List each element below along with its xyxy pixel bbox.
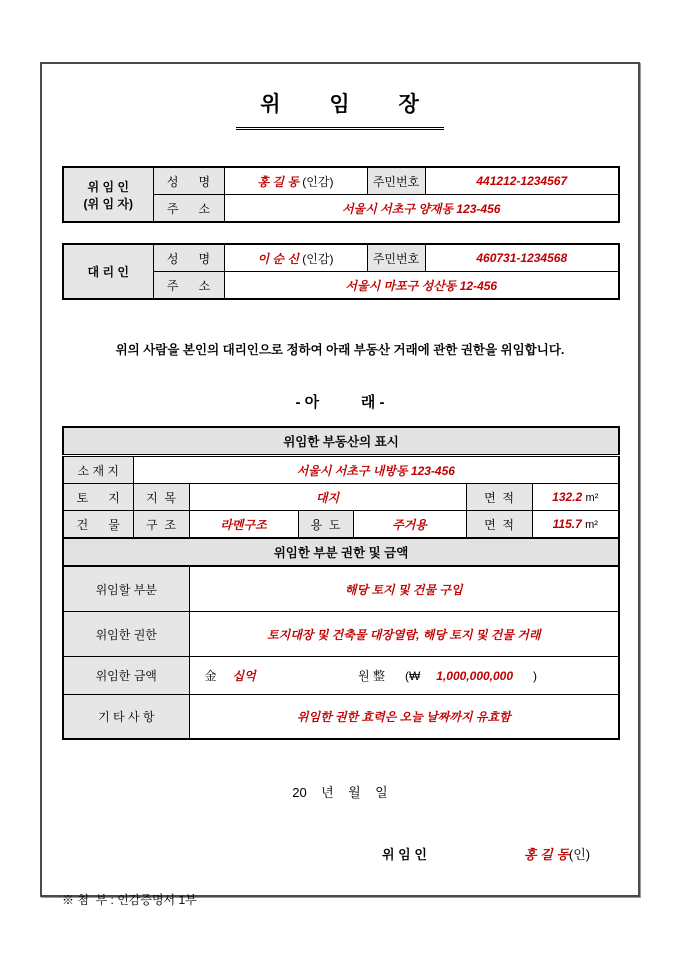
delegator-name-seal: (인감) [302, 174, 334, 189]
delegator-role-cell [63, 167, 153, 222]
land-category-label: 지 목 [133, 484, 189, 511]
delegator-role-line2: (위 임 자) [83, 196, 133, 211]
signer-label: 위 임 인 [382, 847, 427, 862]
amount-korean: 십억 [232, 669, 256, 683]
delegator-name-value: 홍 길 동 [257, 174, 299, 189]
authority-section-title: 위임한 부분 권한 및 금액 [63, 538, 619, 566]
land-area-label: 면 적 [466, 484, 532, 511]
amount-paren-open: (₩ [404, 668, 421, 683]
delegated-authority-value: 토지대장 및 건축물 대장열람, 해당 토지 및 건물 거래 [189, 612, 619, 657]
building-label: 건 물 [63, 511, 133, 539]
delegation-statement: 위의 사람을 본인의 대리인으로 정하여 아래 부동산 거래에 관한 권한을 위임합니다. [115, 343, 565, 357]
land-row [63, 484, 619, 511]
amount-prefix: 金 [204, 669, 217, 683]
land-area-cell [532, 484, 619, 511]
agent-address-label: 주 소 [153, 272, 224, 300]
document-sheet [40, 62, 640, 907]
amount-line [193, 667, 616, 684]
delegator-address-value: 서울시 서초구 양재동 123-456 [224, 195, 619, 223]
building-area-label: 면 적 [466, 511, 532, 539]
date-line: 20 년 월 일 [292, 785, 388, 800]
building-area-cell [532, 511, 619, 539]
use-value: 주거용 [353, 511, 466, 539]
delegator-address-label: 주 소 [153, 195, 224, 223]
land-category-value: 대지 [189, 484, 466, 511]
land-label: 토 지 [63, 484, 133, 511]
structure-label: 구 조 [133, 511, 189, 539]
delegated-part-label: 위임할 부분 [63, 566, 189, 612]
delegator-id-value: 441212-1234567 [425, 167, 619, 195]
building-area-value: 115.7 [552, 517, 582, 531]
title-row [62, 88, 618, 130]
use-label: 용 도 [298, 511, 353, 539]
agent-name-row [63, 244, 619, 272]
agent-address-value: 서울시 마포구 성산동 12-456 [224, 272, 619, 300]
signer-name-line [524, 844, 590, 863]
delegated-amount-cell [189, 657, 619, 695]
signer-name: 홍 길 동 [524, 847, 569, 862]
property-section-header [63, 427, 619, 456]
delegated-authority-row [63, 612, 619, 657]
delegated-authority-label: 위임한 권한 [63, 612, 189, 657]
delegator-name-row [63, 167, 619, 195]
document-title: 위 임 장 [236, 88, 444, 130]
amount-paren-close: ) [533, 668, 538, 683]
delegator-id-label: 주민번호 [367, 167, 425, 195]
attachment-note: ※ 첨 부 : 인감증명서 1부 [62, 893, 197, 907]
signer-seal: (인) [568, 847, 591, 862]
delegator-role-line1: 위 임 인 [87, 179, 129, 194]
etc-value: 위임한 권한 효력은 오늘 날짜까지 유효함 [189, 695, 619, 740]
authority-section-header [63, 538, 619, 566]
land-area-unit: m² [585, 492, 599, 504]
agent-id-value: 460731-1234568 [425, 244, 619, 272]
location-value: 서울시 서초구 내방동 123-456 [133, 456, 619, 484]
building-area-unit: m² [585, 519, 598, 531]
etc-label: 기 타 사 항 [63, 695, 189, 740]
delegator-name-label: 성 명 [153, 167, 224, 195]
agent-name-value-cell [224, 244, 367, 272]
structure-value: 라멘구조 [189, 511, 298, 539]
building-row [63, 511, 619, 539]
location-row [63, 456, 619, 484]
location-label: 소 재 지 [63, 456, 133, 484]
amount-number: 1,000,000,000 [436, 668, 514, 683]
delegated-part-row [63, 566, 619, 612]
agent-name-value: 이 순 신 [257, 251, 299, 266]
agent-table [62, 243, 620, 300]
property-section-title: 위임한 부동산의 표시 [63, 427, 619, 456]
agent-name-label: 성 명 [153, 244, 224, 272]
signature-row [62, 844, 618, 862]
agent-id-label: 주민번호 [367, 244, 425, 272]
delegator-name-value-cell [224, 167, 367, 195]
land-area-value: 132.2 [552, 490, 583, 504]
below-heading: - 아 래 - [295, 394, 385, 411]
agent-role-cell: 대 리 인 [63, 244, 153, 299]
agent-name-seal: (인감) [302, 251, 334, 266]
property-table [62, 426, 620, 740]
delegated-part-value: 해당 토지 및 건물 구입 [189, 566, 619, 612]
amount-won-label: 원 整 [358, 669, 385, 683]
etc-row [63, 695, 619, 740]
delegated-amount-row [63, 657, 619, 695]
delegated-amount-label: 위임한 금액 [63, 657, 189, 695]
delegator-table [62, 166, 620, 223]
